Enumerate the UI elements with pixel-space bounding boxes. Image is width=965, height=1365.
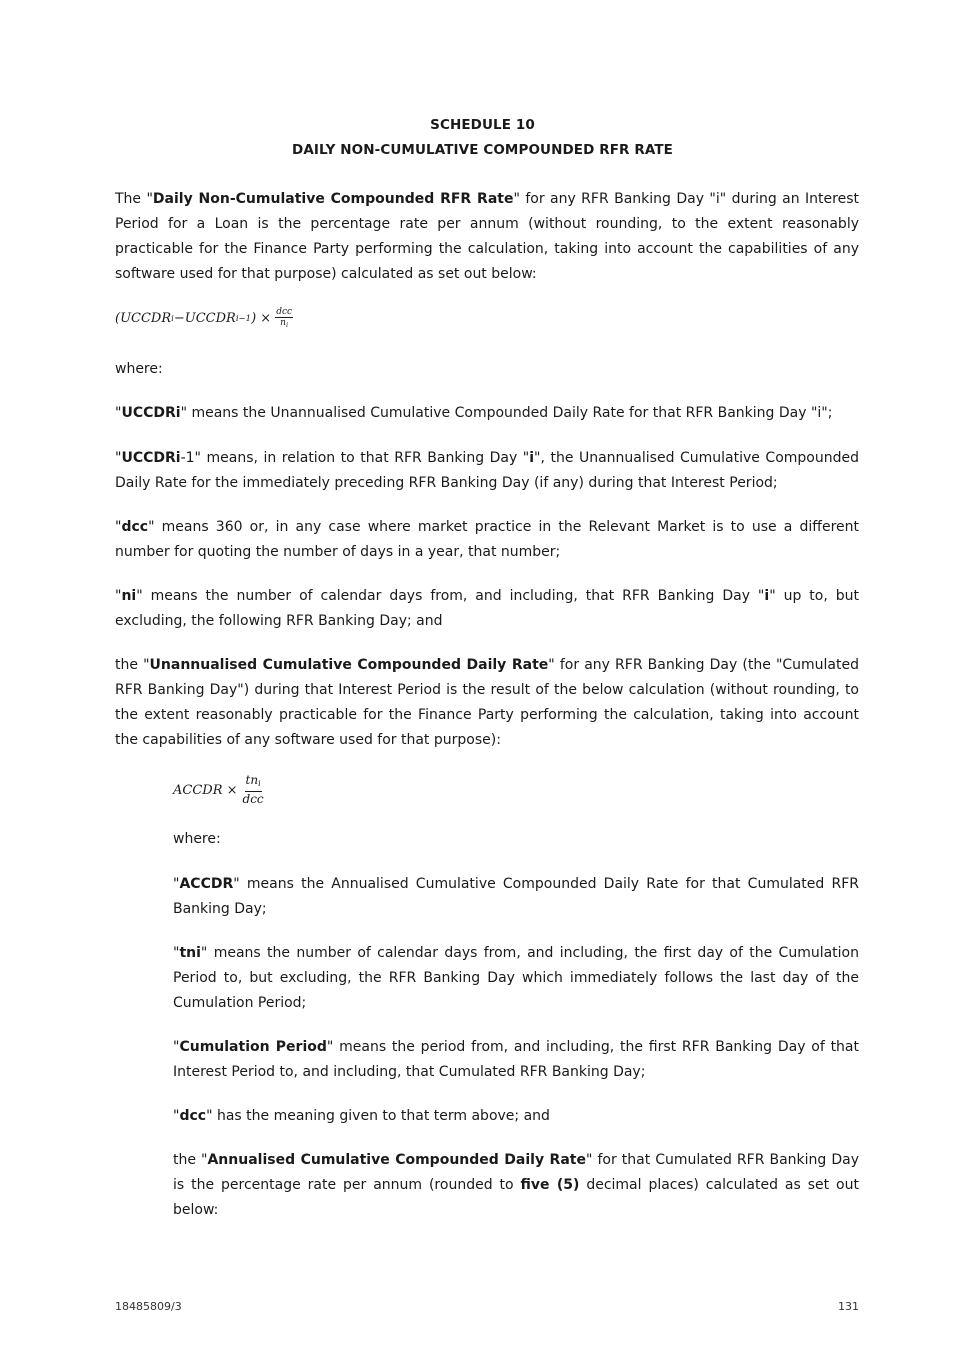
definition-cumulation-period: "Cumulation Period" means the period from, and including, the first RFR Banking Day of that Interest Period to, and including, that Cumulated RFR Banking Day;	[173, 1039, 859, 1080]
defined-term: Daily Non-Cumulative Compounded RFR Rate	[152, 191, 514, 207]
formula-daily-rate: ( UCCDR i − UCCDR i−1 ) × $\frac{\text{dcc}}{n_i}$	[115, 307, 293, 329]
schedule-title: DAILY NON-CUMULATIVE COMPOUNDED RFR RATE	[292, 142, 673, 158]
where-label: where:	[115, 361, 163, 377]
definition-ni: "ni" means the number of calendar days from, and including, that RFR Banking Day "i" up to, but excluding, the following RFR Banking Day; and	[115, 588, 859, 629]
where-label: where:	[173, 831, 221, 847]
definition-tni: "tni" means the number of calendar days from, and including, the first day of the Cumulation Period to, but excluding, the RFR Banking Day which immediately follows the last day of the Cumulation Period;	[173, 945, 859, 1011]
document-reference: 18485809/3	[115, 1300, 182, 1313]
definition-accdr: "ACCDR" means the Annualised Cumulative Compounded Daily Rate for that Cumulated RFR Banking Day;	[173, 876, 859, 917]
formula-fraction: $\frac{tn_i}{\text{dcc}}$	[242, 773, 264, 806]
schedule-number: SCHEDULE 10	[430, 117, 535, 133]
definition-uccdri-minus-1: "UCCDRi-1" means, in relation to that RFR Banking Day "i", the Unannualised Cumulative Compounded Daily Rate for the immediately preceding RFR Banking Day (if any) during that Interest Period;	[115, 450, 859, 491]
definition-annualised-rate: the "Annualised Cumulative Compounded Daily Rate" for that Cumulated RFR Banking Day is the percentage rate per annum (rounded to five (5) decimal places) calculated as set out below:	[173, 1152, 859, 1218]
formula-fraction: $\frac{\text{dcc}}{n_i}$	[276, 307, 293, 329]
formula-unannualised: ACCDR × $\frac{tn_i}{\text{dcc}}$	[173, 773, 264, 806]
definition-uccdri: "UCCDRi" means the Unannualised Cumulative Compounded Daily Rate for that RFR Banking Day "i";	[115, 405, 833, 421]
intro-paragraph: The "Daily Non-Cumulative Compounded RFR Rate" for any RFR Banking Day "i" during an Interest Period for a Loan is the percentage rate per annum (without rounding, to the extent reasonably practicable for the Finance Party performing the calculation, taking into account the capabilities of any software used for that purpose) calculated as set out below:	[115, 191, 860, 282]
definition-dcc-reference: "dcc" has the meaning given to that term above; and	[173, 1108, 550, 1124]
definition-unannualised-rate: the "Unannualised Cumulative Compounded Daily Rate" for any RFR Banking Day (the "Cumulated RFR Banking Day") during that Interest Period is the result of the below calculation (without rounding, to the extent reasonably practicable for the Finance Party performing the calculation, taking into account the capabilities of any software used for that purpose):	[115, 657, 859, 748]
definition-dcc: "dcc" means 360 or, in any case where market practice in the Relevant Market is to use a different number for quoting the number of days in a year, that number;	[115, 519, 859, 560]
page-number: 131	[838, 1300, 859, 1313]
